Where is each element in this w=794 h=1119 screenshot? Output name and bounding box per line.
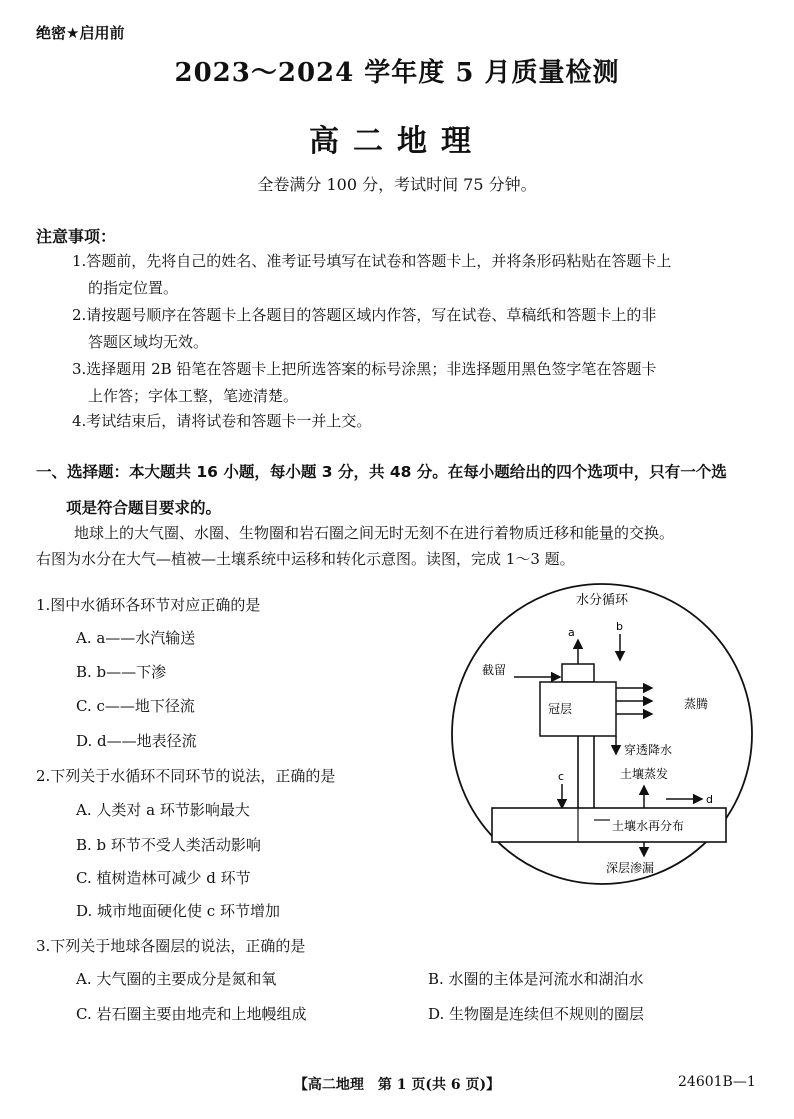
- notice-heading: 注意事项：: [36, 227, 117, 246]
- canopy-label: 冠层: [548, 702, 573, 716]
- deep-percolation-label: 深层渗漏: [606, 861, 655, 875]
- question-3-stem: 3.下列关于地球各圈层的说法，正确的是: [36, 937, 306, 955]
- question-2-option-c: C. 植树造林可减少 d 环节: [76, 869, 251, 887]
- interception-box: [562, 664, 594, 682]
- soil-redistribution-label: 土壤水再分布: [612, 819, 685, 833]
- notice-item-1: 1.答题前，先将自己的姓名、准考证号填写在试卷和答题卡上，并将条形码粘贴在答题卡上 的指定位置。: [72, 252, 672, 297]
- question-3-option-c: C. 岩石圈主要由地壳和上地幔组成: [76, 1005, 307, 1023]
- notice-item-4: 4.考试结束后，请将试卷和答题卡一并上交。: [72, 412, 372, 430]
- paper-code: 24601B—1: [678, 1074, 756, 1090]
- question-1-option-b: B. b——下渗: [76, 663, 167, 681]
- reading-passage: 地球上的大气圈、水圈、生物圈和岩石圈之间无时无刻不在进行着物质迁移和能量的交换。 右图为水分在大气—植被—土壤系统中运移和转化示意图。读图，完成 1～3 题。: [36, 524, 675, 568]
- transpiration-label: 蒸腾: [684, 697, 709, 711]
- question-1-option-d: D. d——地表径流: [76, 732, 197, 750]
- question-3-option-d: D. 生物圈是连续但不规则的圈层: [428, 1005, 645, 1023]
- interception-label: 截留: [482, 663, 507, 677]
- score-time-info: 全卷满分 100 分，考试时间 75 分钟。: [257, 175, 537, 194]
- throughfall-label: 穿透降水: [624, 743, 673, 757]
- question-3-option-a: A. 大气圈的主要成分是氮和氧: [76, 970, 277, 988]
- question-1-option-a: A. a——水汽输送: [76, 629, 196, 647]
- soil-evaporation-label: 土壤蒸发: [620, 767, 669, 781]
- question-1-option-c: C. c——地下径流: [76, 697, 195, 715]
- question-2-option-a: A. 人类对 a 环节影响最大: [76, 801, 250, 819]
- notice-item-3: 3.选择题用 2B 铅笔在答题卡上把所选答案的标号涂黑；非选择题用黑色签字笔在答题卡 上作答；字体工整，笔迹清楚。: [72, 360, 657, 405]
- label-d: d: [706, 793, 713, 806]
- water-cycle-diagram: [430, 582, 770, 892]
- question-2-option-b: B. b 环节不受人类活动影响: [76, 836, 261, 854]
- diagram-title: 水分循环: [575, 593, 629, 608]
- confidential-mark: 绝密★启用前: [36, 24, 125, 42]
- question-3-option-b: B. 水圈的主体是河流水和湖泊水: [428, 970, 644, 988]
- question-2-stem: 2.下列关于水循环不同环节的说法，正确的是: [36, 767, 336, 785]
- page-footer: 【高二地理 第 1 页(共 6 页)】: [293, 1077, 501, 1093]
- label-a: a: [568, 626, 575, 639]
- soil-box: [492, 808, 726, 842]
- label-b: b: [616, 620, 623, 633]
- exam-title: 2023～2024 学年度 5 月质量检测: [174, 58, 620, 88]
- notice-item-2: 2.请按题号顺序在答题卡上各题目的答题区域内作答，写在试卷、草稿纸和答题卡上的非 答题区域均无效。: [72, 306, 657, 351]
- question-2-option-d: D. 城市地面硬化使 c 环节增加: [76, 902, 280, 920]
- section-heading: 一、选择题：本大题共 16 小题，每小题 3 分，共 48 分。在每小题给出的四个选项中，只有一个选 项是符合题目要求的。: [36, 463, 727, 517]
- question-1-stem: 1.图中水循环各环节对应正确的是: [36, 596, 261, 614]
- label-c: c: [558, 770, 565, 783]
- subject-title: 高二地理: [309, 124, 485, 159]
